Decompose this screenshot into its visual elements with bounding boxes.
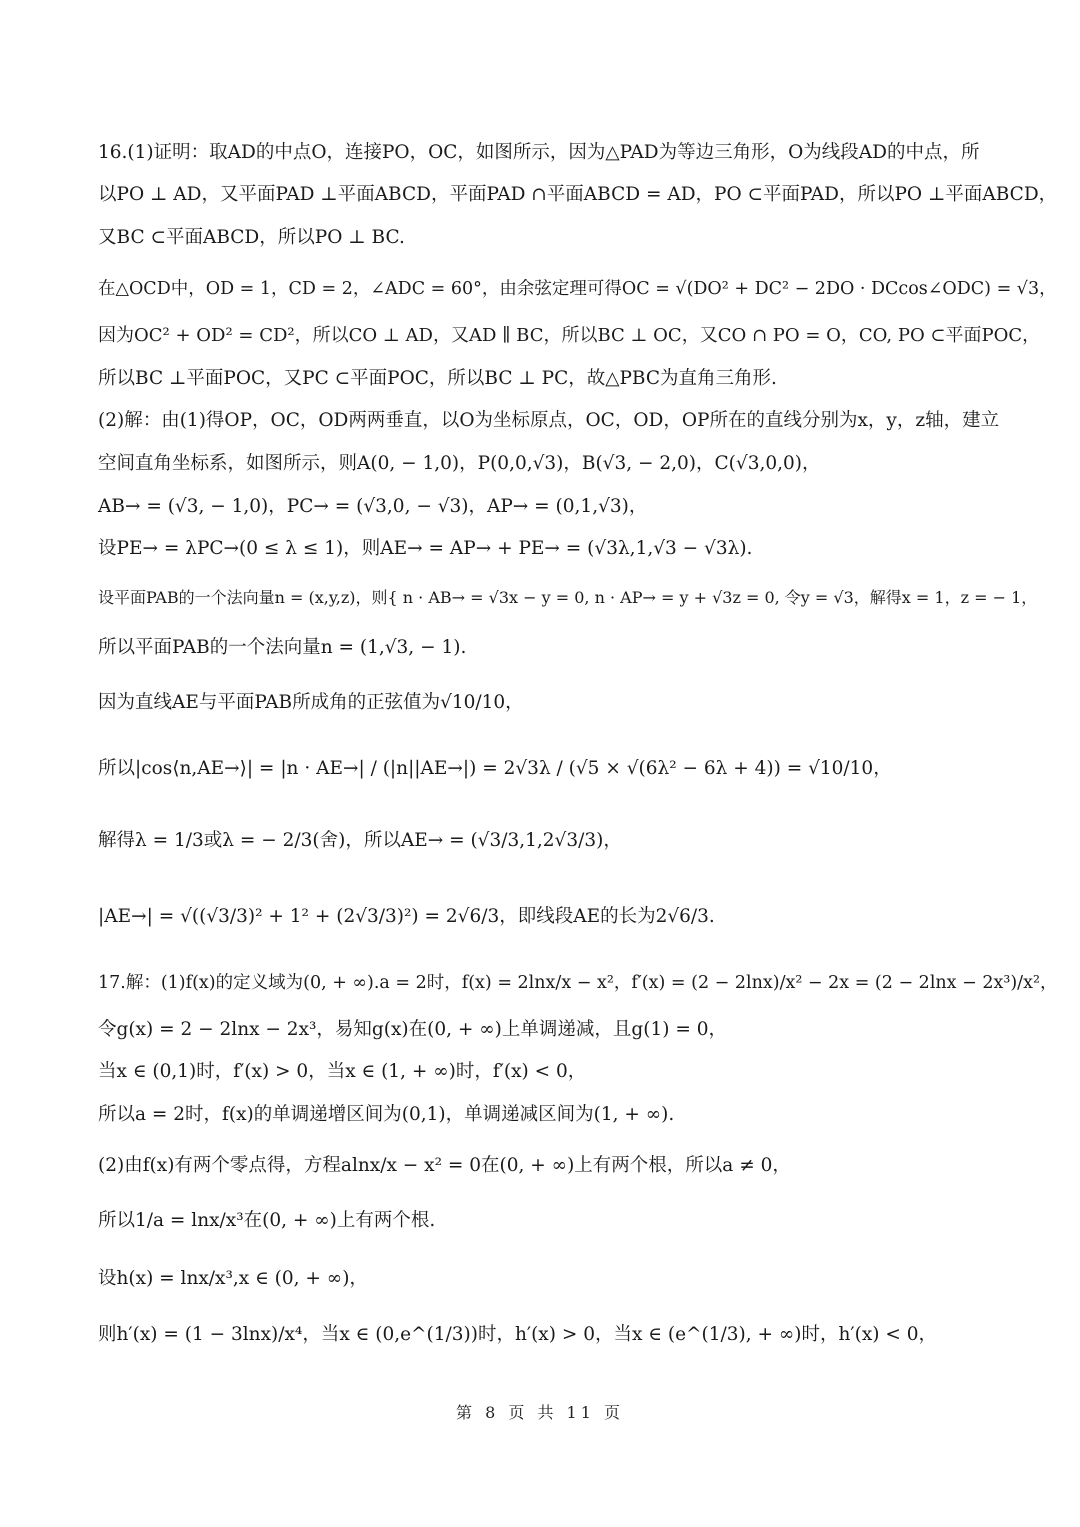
text-line-19: 当x ∈ (0,1)时，f′(x) > 0，当x ∈ (1, + ∞)时，f′(x) < 0， (98, 1061, 587, 1082)
text-line-16: |AE→| = √((√3/3)² + 1² + (2√3/3)²) = 2√6/3，即线段AE的长为2√6/3. (98, 906, 715, 927)
text-line-10: 设PE→ = λPC→(0 ≤ λ ≤ 1)，则AE→ = AP→ + PE→ = (√3λ,1,√3 − √3λ). (98, 538, 753, 559)
text-line-23: 设h(x) = lnx/x³,x ∈ (0, + ∞)， (98, 1268, 368, 1289)
text-line-11: 设平面PAB的一个法向量n = (x,y,z)，则{ n · AB→ = √3x − y = 0, n · AP→ = y + √3z = 0, 令y = √3，解得x = 1，z = − 1， (98, 588, 1038, 607)
text-line-1: 16.(1)证明：取AD的中点O，连接PO，OC，如图所示，因为△PAD为等边三角形，O为线段AD的中点，所 (98, 142, 980, 163)
text-line-24: 则h′(x) = (1 − 3lnx)/x⁴，当x ∈ (0,e^(1/3))时，h′(x) > 0，当x ∈ (e^(1/3), + ∞)时，h′(x) < 0， (98, 1324, 938, 1345)
text-line-21: (2)由f(x)有两个零点得，方程alnx/x − x² = 0在(0, + ∞)上有两个根，所以a ≠ 0， (98, 1155, 791, 1176)
page-footer: 第 8 页 共 11 页 (456, 1403, 624, 1422)
text-line-3: 又BC ⊂平面ABCD，所以PO ⊥ BC. (98, 227, 405, 248)
text-line-8: 空间直角坐标系，如图所示，则A(0, − 1,0)，P(0,0,√3)，B(√3, − 2,0)，C(√3,0,0)， (98, 453, 821, 474)
text-line-15: 解得λ = 1/3或λ = − 2/3(舍)，所以AE→ = (√3/3,1,2√3/3)， (98, 830, 622, 851)
text-line-18: 令g(x) = 2 − 2lnx − 2x³，易知g(x)在(0, + ∞)上单调递减，且g(1) = 0， (98, 1019, 727, 1040)
text-line-22: 所以1/a = lnx/x³在(0, + ∞)上有两个根. (98, 1210, 436, 1231)
text-line-7: (2)解：由(1)得OP，OC，OD两两垂直，以O为坐标原点，OC，OD，OP所在的直线分别为x，y，z轴，建立 (98, 410, 1000, 431)
text-line-4: 在△OCD中，OD = 1，CD = 2，∠ADC = 60°，由余弦定理可得OC = √(DO² + DC² − 2DO · DCcos∠ODC) = √3， (98, 279, 1057, 299)
text-line-6: 所以BC ⊥平面POC，又PC ⊂平面POC，所以BC ⊥ PC，故△PBC为直角三角形. (98, 368, 777, 389)
text-line-9: AB→ = (√3, − 1,0)，PC→ = (√3,0, − √3)，AP→ = (0,1,√3)， (98, 496, 648, 517)
text-line-2: 以PO ⊥ AD，又平面PAD ⊥平面ABCD，平面PAD ∩平面ABCD = AD，PO ⊂平面PAD，所以PO ⊥平面ABCD， (98, 184, 1058, 205)
text-line-5: 因为OC² + OD² = CD²，所以CO ⊥ AD，又AD ∥ BC，所以BC ⊥ OC，又CO ∩ PO = O，CO, PO ⊂平面POC， (98, 325, 1041, 346)
text-line-20: 所以a = 2时，f(x)的单调递增区间为(0,1)，单调递减区间为(1, + ∞). (98, 1104, 675, 1125)
text-line-12: 所以平面PAB的一个法向量n = (1,√3, − 1). (98, 637, 467, 658)
text-line-13: 因为直线AE与平面PAB所成角的正弦值为√10/10， (98, 692, 524, 713)
text-line-17: 17.解：(1)f(x)的定义域为(0, + ∞).a = 2时，f(x) = 2lnx/x − x²，f′(x) = (2 − 2lnx)/x² − 2x = (2 − 2lnx − 2x³)/x²， (98, 973, 1058, 993)
text-line-14: 所以|cos⟨n,AE→⟩| = |n · AE→| / (|n||AE→|) = 2√3λ / (√5 × √(6λ² − 6λ + 4)) = √10/10， (98, 758, 892, 779)
